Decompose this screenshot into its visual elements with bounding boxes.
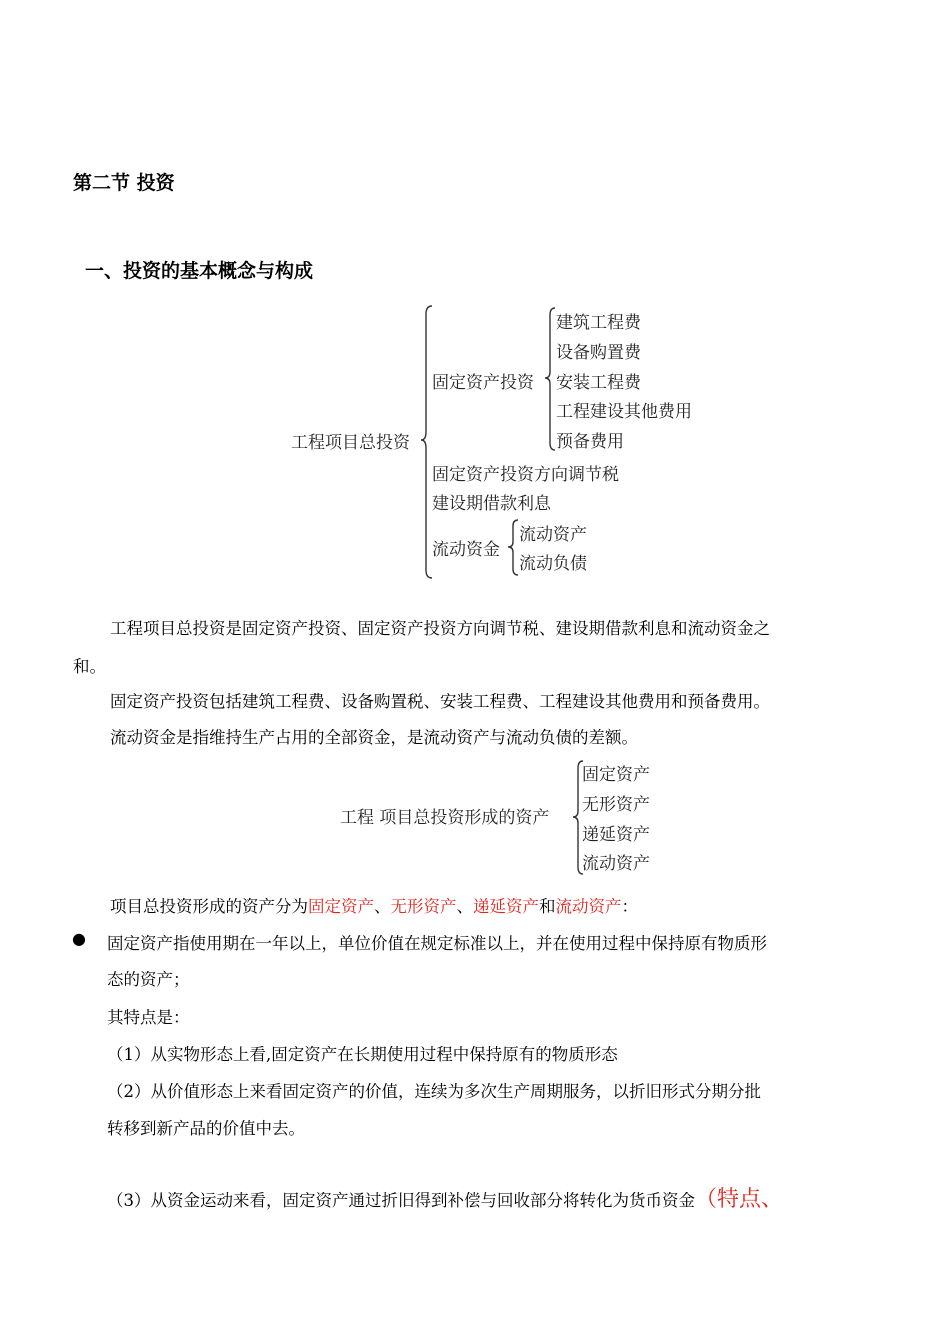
- para-fixed-investment: 固定资产投资包括建筑工程费、设备购置税、安装工程费、工程建设其他费用和预备费用。: [110, 692, 770, 711]
- fixed-child-reserve: 预备费用: [556, 432, 624, 452]
- tree-root-label: 工程项目总投资: [291, 433, 410, 453]
- feature-3-note: （特点、: [695, 1187, 784, 1212]
- assets-line-sep2: 、: [456, 897, 473, 916]
- working-capital-label: 流动资金: [432, 540, 500, 560]
- assets-classification-line: [110, 893, 638, 917]
- feature-3: [107, 1182, 783, 1213]
- interest-label: 建设期借款利息: [432, 494, 551, 514]
- fixed-investment-label: 固定资产投资: [432, 373, 534, 393]
- fixed-assets-definition: 固定资产指使用期在一年以上，单位价值在规定标准以上，并在使用过程中保持原有物质形: [107, 934, 767, 953]
- fixed-child-installation: 安装工程费: [556, 373, 641, 393]
- assets-line-prefix: 项目总投资形成的资产分为: [110, 897, 308, 916]
- term-current-assets: 流动资产: [555, 897, 622, 916]
- tax-label: 固定资产投资方向调节税: [432, 465, 619, 485]
- bullet-icon: ●: [72, 929, 86, 948]
- feature-2: （2）从价值形态上来看固定资产的价值，连续为多次生产周期服务，以折旧形式分期分批: [107, 1082, 761, 1101]
- assets-child-deferred: 递延资产: [582, 825, 650, 845]
- assets-line-suffix: ：: [621, 897, 638, 916]
- assets-line-and: 和: [539, 897, 556, 916]
- fixed-child-equipment: 设备购置费: [556, 343, 641, 363]
- assets-line-sep1: 、: [374, 897, 391, 916]
- term-deferred-assets: 递延资产: [473, 897, 539, 916]
- term-fixed-assets: 固定资产: [308, 897, 374, 916]
- assets-child-current: 流动资产: [582, 854, 650, 874]
- term-intangible-assets: 无形资产: [390, 897, 457, 916]
- para-total-investment: 工程项目总投资是固定资产投资、固定资产投资方向调节税、建设期借款利息和流动资金之: [110, 619, 770, 638]
- para-working-capital: 流动资金是指维持生产占用的全部资金，是流动资产与流动负债的差额。: [110, 728, 638, 747]
- features-label: 其特点是：: [107, 1008, 190, 1027]
- feature-1: （1）从实物形态上看,固定资产在长期使用过程中保持原有的物质形态: [107, 1045, 618, 1064]
- feature-2-cont: 转移到新产品的价值中去。: [107, 1119, 305, 1138]
- fixed-child-other: 工程建设其他费用: [556, 402, 692, 422]
- heading-basic-concept: 一、投资的基本概念与构成: [85, 260, 314, 282]
- feature-3-text: （3）从资金运动来看，固定资产通过折旧得到补偿与回收部分将转化为货币资金: [107, 1191, 695, 1210]
- section-title: 第二节 投资: [73, 172, 175, 194]
- assets-child-fixed: 固定资产: [582, 765, 650, 785]
- para-total-investment-cont: 和。: [73, 657, 106, 676]
- assets-tree-root-label: 工程 项目总投资形成的资产: [340, 808, 550, 828]
- working-child-liabilities: 流动负债: [519, 554, 587, 574]
- fixed-assets-definition-cont: 态的资产；: [107, 970, 190, 989]
- working-child-assets: 流动资产: [519, 525, 587, 545]
- assets-child-intangible: 无形资产: [582, 795, 650, 815]
- fixed-child-construction: 建筑工程费: [556, 313, 641, 333]
